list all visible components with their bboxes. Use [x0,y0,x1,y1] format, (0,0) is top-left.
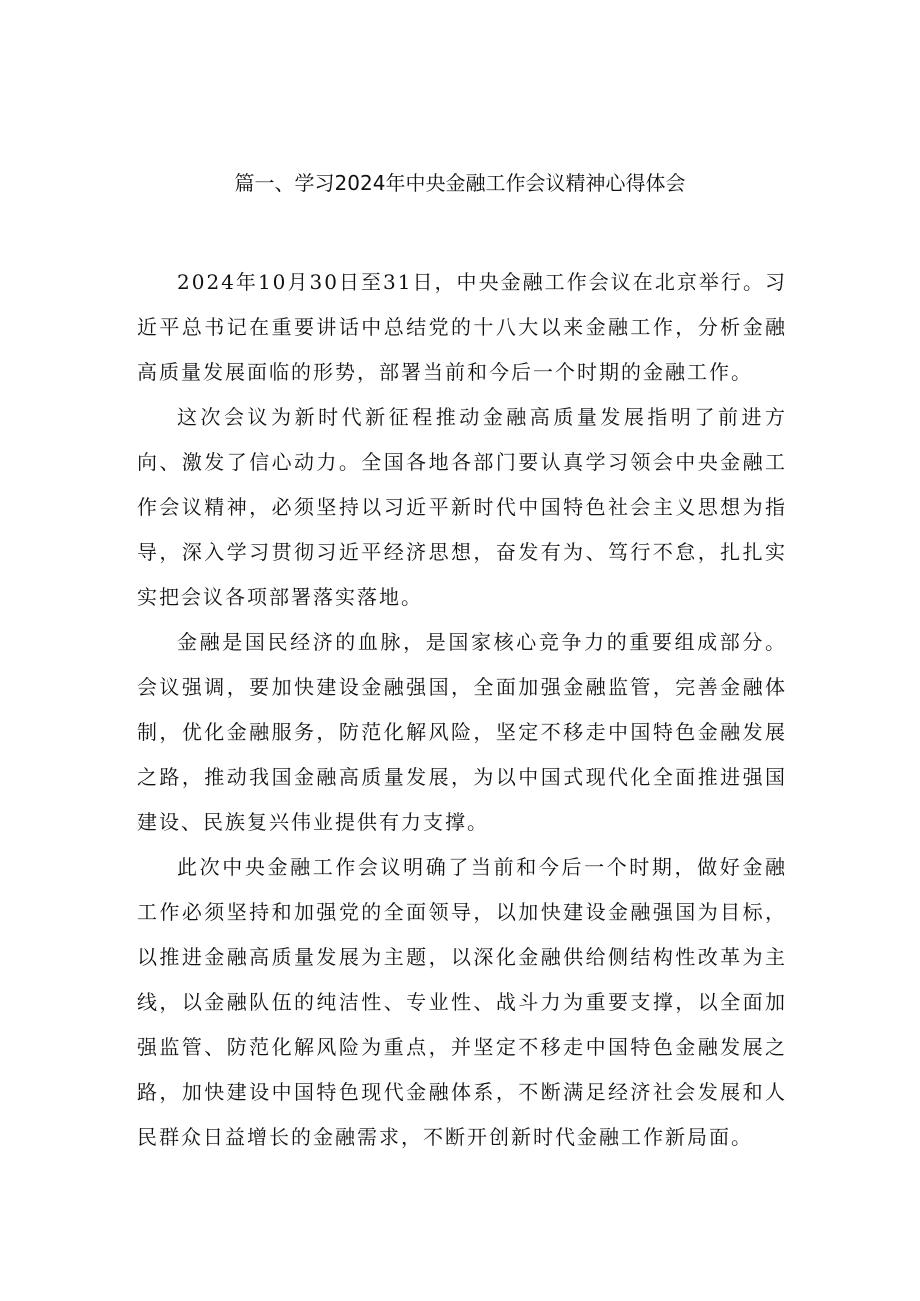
paragraph-4: 此次中央金融工作会议明确了当前和今后一个时期，做好金融工作必须坚持和加强党的全面领导，以加快建设金融强国为目标，以推进金融高质量发展为主题，以深化金融供给侧结构性改革为主线，以金融队伍的纯洁性、专业性、战斗力为重要支撑，以全面加强监管、防范化解风险为重点，并坚定不移走中国特色金融发展之路，加快建设中国特色现代金融体系，不断满足经济社会发展和人民群众日益增长的金融需求，不断开创新时代金融工作新局面。 [137,855,787,1149]
paragraph-3: 金融是国民经济的血脉，是国家核心竞争力的重要组成部分。会议强调，要加快建设金融强国，全面加强金融监管，完善金融体制，优化金融服务，防范化解风险，坚定不移走中国特色金融发展之路，推动我国金融高质量发展，为以中国式现代化全面推进强国建设、民族复兴伟业提供有力支撑。 [137,630,787,834]
document-title: 篇一、学习2024年中央金融工作会议精神心得体会 [234,171,686,195]
paragraph-1: 2024年10月30日至31日，中央金融工作会议在北京举行。习近平总书记在重要讲话中总结党的十八大以来金融工作，分析金融高质量发展面临的形势，部署当前和今后一个时期的金融工作。 [137,270,787,384]
paragraph-2: 这次会议为新时代新征程推动金融高质量发展指明了前进方向、激发了信心动力。全国各地各部门要认真学习领会中央金融工作会议精神，必须坚持以习近平新时代中国特色社会主义思想为指导，深入学习贯彻习近平经济思想，奋发有为、笃行不怠，扎扎实实把会议各项部署落实落地。 [137,405,787,609]
document-body [137,260,787,1160]
